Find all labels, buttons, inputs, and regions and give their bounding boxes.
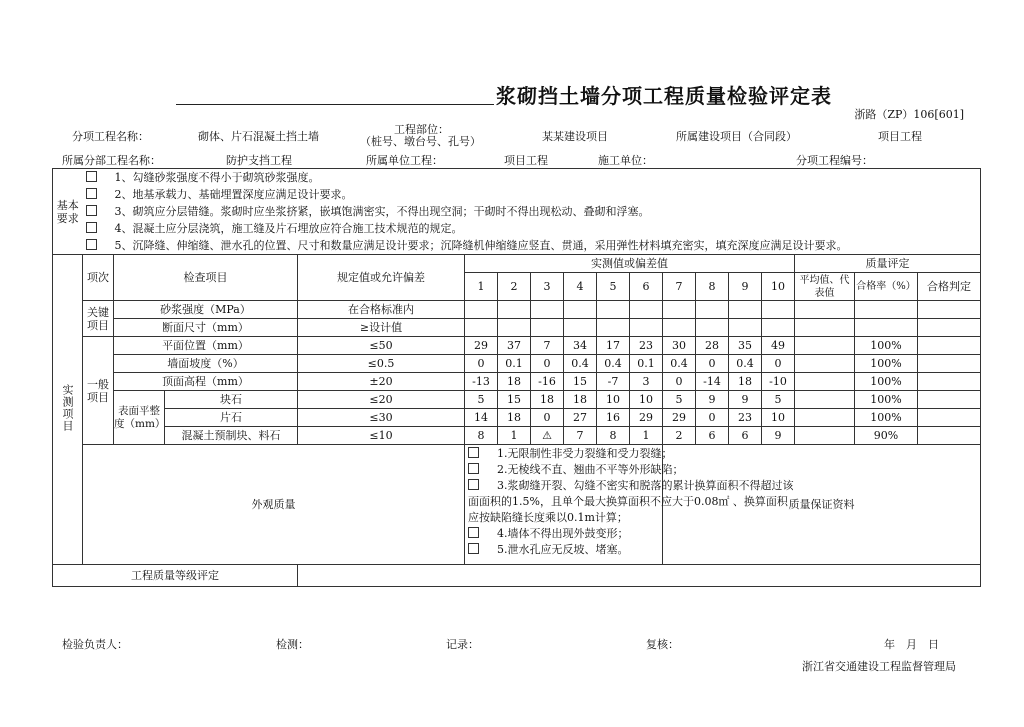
check-item-name: 断面尺寸（mm） — [114, 319, 298, 337]
pass-rate: 100% — [855, 373, 918, 391]
appearance-item: 2.无棱线不直、翘曲不平等外形缺陷； — [468, 462, 662, 478]
measured-value[interactable]: 23 — [630, 337, 663, 355]
title-underline — [176, 104, 494, 105]
measured-value[interactable]: 35 — [729, 337, 762, 355]
measured-value[interactable] — [696, 301, 729, 319]
measured-value[interactable]: 9 — [696, 391, 729, 409]
measured-value[interactable]: 18 — [498, 373, 531, 391]
measured-value[interactable]: 29 — [465, 337, 498, 355]
judge-value[interactable] — [918, 337, 981, 355]
measured-value[interactable] — [531, 427, 564, 445]
spec-value: ≤50 — [298, 337, 465, 355]
judge-value[interactable] — [918, 301, 981, 319]
measured-value[interactable] — [564, 319, 597, 337]
measured-value[interactable]: 6 — [729, 427, 762, 445]
measured-value[interactable]: 5 — [762, 391, 795, 409]
reviewer-label: 复核： — [646, 638, 679, 651]
measured-value[interactable]: -7 — [597, 373, 630, 391]
location-label-2: （桩号、墩台号、孔号） — [360, 135, 481, 148]
judge-value[interactable] — [918, 409, 981, 427]
measured-value[interactable]: 1 — [630, 427, 663, 445]
measured-value[interactable] — [531, 301, 564, 319]
measured-value[interactable] — [564, 301, 597, 319]
spec-value: ≥设计值 — [298, 319, 465, 337]
basic-req-label: 基本要求 — [53, 169, 83, 255]
col-judge: 合格判定 — [918, 273, 981, 301]
measured-value[interactable]: 0 — [762, 355, 795, 373]
key-label: 关键项目 — [83, 301, 114, 337]
pass-rate: 100% — [855, 409, 918, 427]
measured-value[interactable]: 49 — [762, 337, 795, 355]
pass-rate — [855, 319, 918, 337]
contract-value: 项目工程 — [878, 130, 922, 143]
pass-rate: 100% — [855, 355, 918, 373]
grade-label: 工程质量等级评定 — [53, 565, 298, 587]
spec-value: 在合格标准内 — [298, 301, 465, 319]
check-item-name: 平面位置（mm） — [114, 337, 298, 355]
measured-value[interactable]: 10 — [597, 391, 630, 409]
measured-value[interactable]: 18 — [564, 391, 597, 409]
measured-value[interactable] — [597, 301, 630, 319]
checkbox[interactable] — [468, 543, 479, 554]
measured-value[interactable] — [630, 301, 663, 319]
measured-value[interactable]: 29 — [663, 409, 696, 427]
avg-value[interactable] — [795, 427, 855, 445]
checkbox[interactable] — [468, 463, 479, 474]
measured-value[interactable]: 0.4 — [663, 355, 696, 373]
item-value: 砌体、片石混凝土挡土墙 — [198, 130, 319, 143]
measured-value[interactable] — [663, 319, 696, 337]
builder-label: 施工单位： — [598, 154, 653, 167]
org-name: 浙江省交通建设工程监督管理局 — [802, 660, 956, 673]
measured-value[interactable]: 30 — [663, 337, 696, 355]
measured-value[interactable]: 8 — [465, 427, 498, 445]
measured-value[interactable]: 0.1 — [630, 355, 663, 373]
col-num: 5 — [597, 273, 630, 301]
judge-value[interactable] — [918, 427, 981, 445]
col-num: 7 — [663, 273, 696, 301]
pass-rate: 100% — [855, 391, 918, 409]
measured-value[interactable]: 14 — [465, 409, 498, 427]
measured-value[interactable]: 15 — [564, 373, 597, 391]
check-item-name: 砂浆强度（MPa） — [114, 301, 298, 319]
appearance-item: 5.泄水孔应无反坡、堵塞。 — [468, 542, 662, 558]
appearance-list — [465, 445, 794, 565]
measured-value[interactable]: 18 — [531, 391, 564, 409]
col-num: 3 — [531, 273, 564, 301]
appearance-item: 1.无限制性非受力裂缝和受力裂缝； — [468, 446, 662, 462]
spec-value: ±20 — [298, 373, 465, 391]
measured-value[interactable]: 1 — [498, 427, 531, 445]
location-label-1: 工程部位： — [394, 123, 449, 136]
checkbox[interactable] — [86, 188, 97, 199]
measured-value[interactable] — [729, 301, 762, 319]
measured-value[interactable]: 9 — [729, 391, 762, 409]
date-label: 年 月 日 — [884, 638, 939, 651]
pass-rate — [855, 301, 918, 319]
avg-value[interactable] — [795, 337, 855, 355]
measured-value[interactable]: 28 — [696, 337, 729, 355]
col-spec: 规定值或允许偏差 — [298, 255, 465, 301]
pass-rate: 90% — [855, 427, 918, 445]
measured-value[interactable]: 6 — [696, 427, 729, 445]
measured-value[interactable]: 10 — [762, 409, 795, 427]
col-measured: 实测值或偏差值 — [465, 255, 795, 273]
form-code: 浙路（ZP）106[601] — [854, 108, 964, 121]
avg-value[interactable] — [795, 373, 855, 391]
measured-value[interactable]: 5 — [663, 391, 696, 409]
check-item-name: 混凝土预制块、料石 — [165, 427, 298, 445]
measured-value[interactable]: 23 — [729, 409, 762, 427]
col-num: 10 — [762, 273, 795, 301]
measured-value[interactable]: 9 — [762, 427, 795, 445]
pass-rate: 100% — [855, 337, 918, 355]
basic-req-4: 4、混凝土应分层浇筑，施工缝及片石埋放应符合施工技术规范的规定。 — [83, 220, 981, 237]
measured-value[interactable] — [498, 301, 531, 319]
grade-value[interactable] — [298, 565, 981, 587]
measured-value[interactable]: 0 — [531, 409, 564, 427]
project-name: 某某建设项目 — [542, 130, 608, 143]
recorder-label: 记录： — [446, 638, 479, 651]
measured-value[interactable]: 0 — [696, 355, 729, 373]
measured-value[interactable]: 3 — [630, 373, 663, 391]
measured-value[interactable]: 5 — [465, 391, 498, 409]
appearance-item: 应按缺陷缝长度乘以0.1m计算； — [468, 511, 628, 524]
checkbox[interactable] — [468, 527, 479, 538]
check-item-name: 墙面坡度（%） — [114, 355, 298, 373]
col-num: 1 — [465, 273, 498, 301]
inspector-label: 检验负责人： — [62, 638, 128, 651]
unit-label: 所属单位工程： — [366, 154, 443, 167]
warning-icon: ⚠ — [542, 429, 552, 442]
measured-value[interactable] — [465, 319, 498, 337]
measured-value[interactable]: 18 — [498, 409, 531, 427]
measured-value[interactable]: 17 — [597, 337, 630, 355]
checkbox[interactable] — [86, 222, 97, 233]
measured-value[interactable] — [729, 319, 762, 337]
checkbox[interactable] — [468, 447, 479, 458]
page-title: 浆砌挡土墙分项工程质量检验评定表 — [496, 84, 832, 108]
measured-value[interactable] — [696, 319, 729, 337]
measured-value[interactable]: 0 — [663, 373, 696, 391]
avg-value[interactable] — [795, 319, 855, 337]
check-item-name: 顶面高程（mm） — [114, 373, 298, 391]
basic-req-2: 2、地基承载力、基础埋置深度应满足设计要求。 — [83, 186, 981, 203]
measured-value[interactable] — [465, 301, 498, 319]
col-num: 6 — [630, 273, 663, 301]
measured-value[interactable]: -10 — [762, 373, 795, 391]
contract-label: 所属建设项目（合同段） — [676, 130, 797, 143]
measured-value[interactable]: 0 — [465, 355, 498, 373]
basic-req-1: 1、勾缝砂浆强度不得小于砌筑砂浆强度。 — [83, 169, 981, 187]
measured-value[interactable]: 34 — [564, 337, 597, 355]
measure-section-label: 实测项目 — [53, 255, 83, 565]
avg-value[interactable] — [795, 391, 855, 409]
check-item-name: 块石 — [165, 391, 298, 409]
col-check-item: 检查项目 — [114, 255, 298, 301]
measured-value[interactable]: 0 — [696, 409, 729, 427]
check-item-name: 片石 — [165, 409, 298, 427]
measured-value[interactable]: -14 — [696, 373, 729, 391]
measured-value[interactable]: 27 — [564, 409, 597, 427]
parent-value: 防护支挡工程 — [226, 154, 292, 167]
measured-value[interactable]: 16 — [597, 409, 630, 427]
appearance-label: 外观质量 — [83, 445, 465, 565]
assurance-label: 质量保证资料 — [663, 445, 981, 565]
basic-req-5: 5、沉降缝、伸缩缝、泄水孔的位置、尺寸和数量应满足设计要求；沉降缝机伸缩缝应竖直、贯通，采用弹性材料填充密实，填充深度应满足设计要求。 — [83, 237, 981, 255]
measured-value[interactable]: 0.4 — [597, 355, 630, 373]
measured-value[interactable]: 29 — [630, 409, 663, 427]
col-avg: 平均值、代表值 — [795, 273, 855, 301]
spec-value: ≤10 — [298, 427, 465, 445]
measured-value[interactable] — [663, 301, 696, 319]
unit-value: 项目工程 — [504, 154, 548, 167]
measured-value[interactable] — [531, 319, 564, 337]
judge-value[interactable] — [918, 391, 981, 409]
spec-value: ≤30 — [298, 409, 465, 427]
quality-table — [52, 168, 981, 587]
judge-value[interactable] — [918, 373, 981, 391]
measured-value[interactable]: -16 — [531, 373, 564, 391]
measured-value[interactable]: 0.4 — [729, 355, 762, 373]
measured-value[interactable]: 7 — [564, 427, 597, 445]
measured-value[interactable]: 10 — [630, 391, 663, 409]
measured-value[interactable] — [762, 319, 795, 337]
appearance-item: 4.墙体不得出现外鼓变形； — [468, 526, 662, 542]
basic-req-3: 3、砌筑应分层错缝。浆砌时应坐浆挤紧，嵌填饱满密实，不得出现空洞；干砌时不得出现松动、叠砌和浮塞。 — [83, 203, 981, 220]
measured-value[interactable]: 7 — [531, 337, 564, 355]
col-num: 9 — [729, 273, 762, 301]
measured-value[interactable]: 15 — [498, 391, 531, 409]
avg-value[interactable] — [795, 409, 855, 427]
col-num: 8 — [696, 273, 729, 301]
measured-value[interactable]: 0 — [531, 355, 564, 373]
tester-label: 检测： — [276, 638, 309, 651]
col-item-no: 项次 — [83, 255, 114, 301]
judge-value[interactable] — [918, 319, 981, 337]
col-rate: 合格率（%） — [855, 273, 918, 301]
general-label: 一般项目 — [83, 337, 114, 445]
checkbox[interactable] — [86, 239, 97, 250]
avg-value[interactable] — [795, 301, 855, 319]
col-quality: 质量评定 — [795, 255, 981, 273]
measured-value[interactable]: 0.1 — [498, 355, 531, 373]
checkbox[interactable] — [86, 205, 97, 216]
col-num: 2 — [498, 273, 531, 301]
measured-value[interactable]: 0.4 — [564, 355, 597, 373]
parent-label: 所属分部工程名称： — [62, 154, 161, 167]
measured-value[interactable]: 37 — [498, 337, 531, 355]
item-label: 分项工程名称： — [72, 130, 149, 143]
flatness-label: 表面平整度（mm） — [114, 391, 165, 445]
measured-value[interactable]: -13 — [465, 373, 498, 391]
judge-value[interactable] — [918, 355, 981, 373]
col-num: 4 — [564, 273, 597, 301]
appearance-item: 3.浆砌缝开裂、勾缝不密实和脱落的累计换算面积不得超过该 — [468, 478, 662, 494]
measured-value[interactable]: 8 — [597, 427, 630, 445]
measured-value[interactable] — [762, 301, 795, 319]
checkbox[interactable] — [86, 171, 97, 182]
measured-value[interactable] — [630, 319, 663, 337]
spec-value: ≤0.5 — [298, 355, 465, 373]
code-label: 分项工程编号： — [796, 154, 873, 167]
avg-value[interactable] — [795, 355, 855, 373]
measured-value[interactable] — [597, 319, 630, 337]
spec-value: ≤20 — [298, 391, 465, 409]
measured-value[interactable] — [498, 319, 531, 337]
measured-value[interactable]: 2 — [663, 427, 696, 445]
measured-value[interactable]: 18 — [729, 373, 762, 391]
checkbox[interactable] — [468, 479, 479, 490]
appearance-item: 面面积的1.5%，且单个最大换算面积不应大于0.08㎡ 、换算面积 — [468, 495, 788, 508]
